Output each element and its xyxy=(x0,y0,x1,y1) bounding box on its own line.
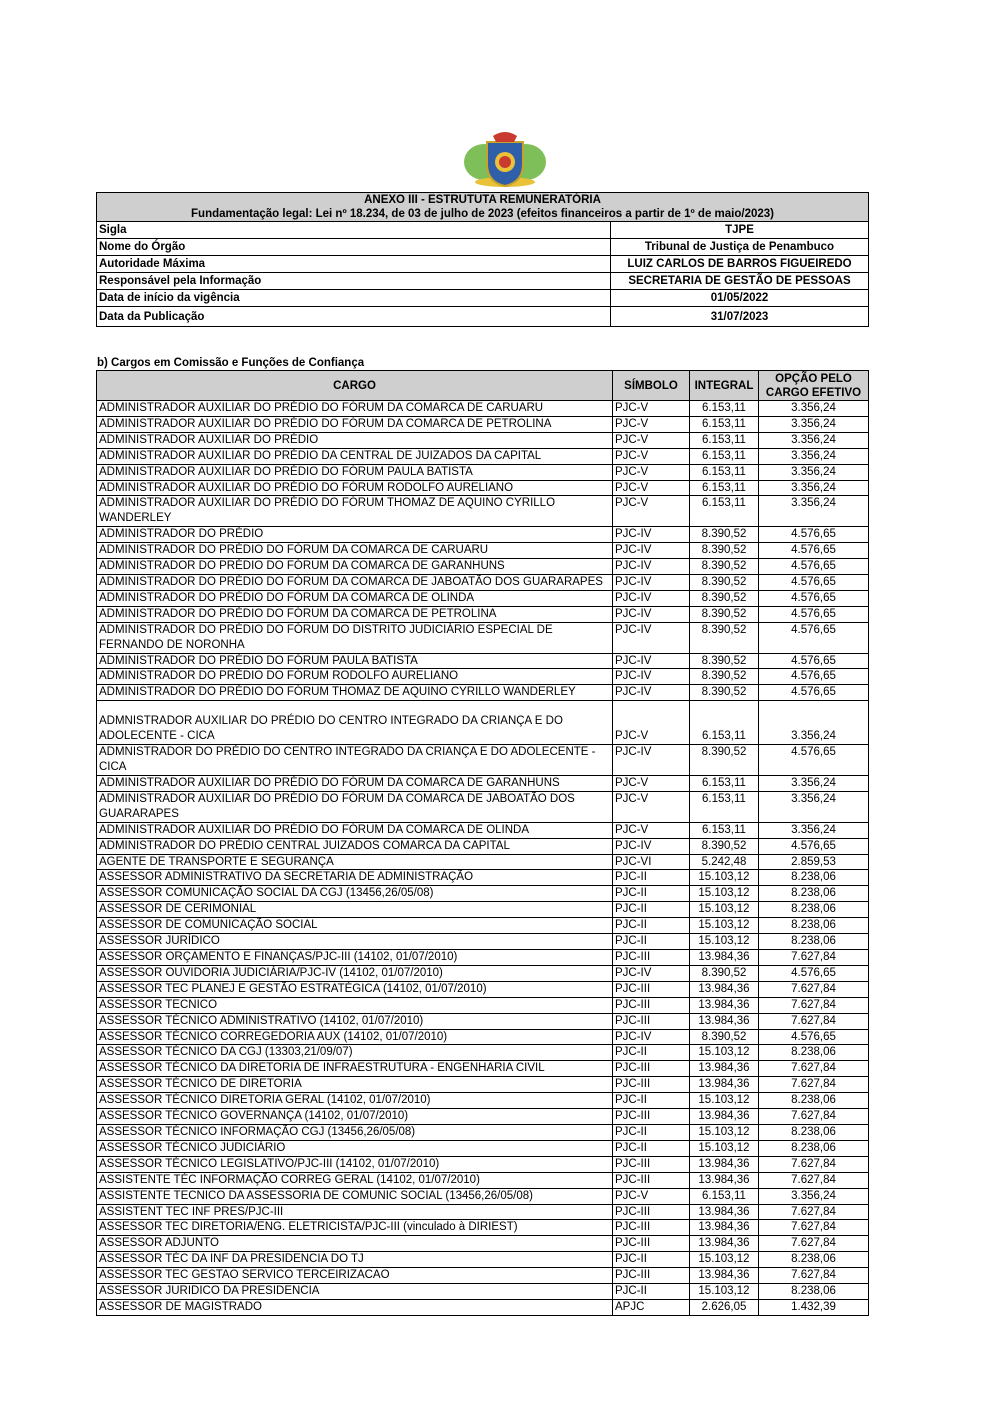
symbol-cell: PJC-III xyxy=(613,1013,690,1029)
symbol-cell: PJC-V xyxy=(613,480,690,496)
symbol-cell: PJC-IV xyxy=(613,669,690,685)
table-row xyxy=(97,669,869,685)
symbol-cell: PJC-II xyxy=(613,1252,690,1268)
option-cell: 8.238,06 xyxy=(759,1045,869,1061)
integral-cell: 6.153,11 xyxy=(690,464,759,480)
symbol-cell: PJC-III xyxy=(613,950,690,966)
cargo-cell: ASSESSOR DE MAGISTRADO xyxy=(97,1299,613,1315)
integral-cell: 8.390,52 xyxy=(690,527,759,543)
header-info-table xyxy=(96,192,869,327)
info-row xyxy=(97,222,869,239)
table-row xyxy=(97,1284,869,1300)
integral-cell: 13.984,36 xyxy=(690,1013,759,1029)
col-header-cargo: CARGO xyxy=(97,371,613,401)
cargo-cell: ASSESSOR TEC DIRETORIA/ENG. ELETRICISTA/PJC-III (vinculado à DIRIEST) xyxy=(97,1220,613,1236)
option-cell: 3.356,24 xyxy=(759,416,869,432)
integral-cell: 13.984,36 xyxy=(690,1268,759,1284)
symbol-cell: PJC-IV xyxy=(613,1029,690,1045)
symbol-cell: PJC-III xyxy=(613,1156,690,1172)
symbol-cell: PJC-III xyxy=(613,981,690,997)
symbol-cell: PJC-III xyxy=(613,997,690,1013)
integral-cell: 8.390,52 xyxy=(690,669,759,685)
integral-cell: 15.103,12 xyxy=(690,1124,759,1140)
option-cell: 4.576,65 xyxy=(759,590,869,606)
info-row xyxy=(97,290,869,307)
integral-cell: 6.153,11 xyxy=(690,822,759,838)
symbol-cell: PJC-II xyxy=(613,886,690,902)
info-row xyxy=(97,273,869,290)
cargo-cell: ASSESSOR TÉCNICO ADMINISTRATIVO (14102, 01/07/2010) xyxy=(97,1013,613,1029)
symbol-cell: PJC-II xyxy=(613,1045,690,1061)
info-value: SECRETARIA DE GESTÃO DE PESSOAS xyxy=(611,273,869,290)
cargo-cell: ASSESSOR TÉCNICO DA DIRETORIA DE INFRAESTRUTURA - ENGENHARIA CIVIL xyxy=(97,1061,613,1077)
integral-cell: 15.103,12 xyxy=(690,918,759,934)
info-row xyxy=(97,239,869,256)
cargo-cell: ADMNISTRADOR DO PRÉDIO DO CENTRO INTEGRADO DA CRIANÇA E DO ADOLECENTE - CICA xyxy=(97,745,613,776)
integral-cell: 6.153,11 xyxy=(690,791,759,822)
integral-cell: 15.103,12 xyxy=(690,870,759,886)
table-row xyxy=(97,1252,869,1268)
table-row xyxy=(97,745,869,776)
symbol-cell: PJC-IV xyxy=(613,745,690,776)
table-row xyxy=(97,791,869,822)
info-label: Data de início da vigência xyxy=(97,290,611,307)
table-row xyxy=(97,950,869,966)
symbol-cell: PJC-III xyxy=(613,1204,690,1220)
option-cell: 3.356,24 xyxy=(759,1188,869,1204)
cargo-cell: ADMINISTRADOR DO PRÉDIO DO FÓRUM RODOLFO AURELIANO xyxy=(97,669,613,685)
cargo-cell: ADMINISTRADOR AUXILIAR DO PRÉDIO DA CENTRAL DE JUIZADOS DA CAPITAL xyxy=(97,448,613,464)
info-label: Data da Publicação xyxy=(97,307,611,327)
option-cell: 4.576,65 xyxy=(759,543,869,559)
symbol-cell: PJC-III xyxy=(613,1172,690,1188)
integral-cell: 5.242,48 xyxy=(690,854,759,870)
symbol-cell: PJC-IV xyxy=(613,574,690,590)
symbol-cell: PJC-V xyxy=(613,822,690,838)
cargo-cell: ASSESSOR TEC PLANEJ E GESTÃO ESTRATÉGICA (14102, 01/07/2010) xyxy=(97,981,613,997)
option-cell: 7.627,84 xyxy=(759,1077,869,1093)
table-row xyxy=(97,886,869,902)
symbol-cell: PJC-V xyxy=(613,701,690,745)
cargo-cell: ASSESSOR TÉC DA INF DA PRESIDENCIA DO TJ xyxy=(97,1252,613,1268)
section-title: b) Cargos em Comissão e Funções de Confiança xyxy=(97,357,365,369)
symbol-cell: PJC-IV xyxy=(613,622,690,653)
option-cell: 7.627,84 xyxy=(759,1156,869,1172)
table-row xyxy=(97,1156,869,1172)
symbol-cell: PJC-III xyxy=(613,1109,690,1125)
cargo-cell: ASSESSOR OUVIDORIA JUDICIÁRIA/PJC-IV (14102, 01/07/2010) xyxy=(97,965,613,981)
option-cell: 4.576,65 xyxy=(759,1029,869,1045)
option-cell: 8.238,06 xyxy=(759,1124,869,1140)
cargo-cell: ASSESSOR TEC GESTAO SERVICO TERCEIRIZACAO xyxy=(97,1268,613,1284)
option-cell: 4.576,65 xyxy=(759,606,869,622)
table-row xyxy=(97,918,869,934)
option-cell: 4.576,65 xyxy=(759,685,869,701)
table-row xyxy=(97,870,869,886)
cargo-cell: ADMINISTRADOR AUXILIAR DO PRÉDIO DO FÓRUM RODOLFO AURELIANO xyxy=(97,480,613,496)
annex-title: ANEXO III - ESTRUTUTA REMUNERATÓRIA xyxy=(97,193,869,208)
symbol-cell: PJC-VI xyxy=(613,854,690,870)
integral-cell: 15.103,12 xyxy=(690,1093,759,1109)
cargo-cell: ADMINISTRADOR AUXILIAR DO PRÉDIO DO FÓRUM DA COMARCA DE CARUARU xyxy=(97,401,613,417)
table-row xyxy=(97,432,869,448)
legal-basis: Fundamentação legal: Lei nº 18.234, de 03 de julho de 2023 (efeitos financeiros a partir de 1º de maio/2023) xyxy=(97,207,869,222)
symbol-cell: PJC-II xyxy=(613,1140,690,1156)
symbol-cell: PJC-V xyxy=(613,791,690,822)
table-row xyxy=(97,1077,869,1093)
integral-cell: 8.390,52 xyxy=(690,543,759,559)
table-row xyxy=(97,776,869,792)
option-cell: 4.576,65 xyxy=(759,622,869,653)
cargo-cell: ASSESSOR TÉCNICO DA CGJ (13303,21/09/07) xyxy=(97,1045,613,1061)
table-row xyxy=(97,1140,869,1156)
cargo-cell: ADMINISTRADOR AUXILIAR DO PRÉDIO DO FÓRUM DA COMARCA DE PETROLINA xyxy=(97,416,613,432)
table-row xyxy=(97,401,869,417)
symbol-cell: PJC-II xyxy=(613,918,690,934)
option-cell: 8.238,06 xyxy=(759,902,869,918)
table-row xyxy=(97,965,869,981)
option-cell: 4.576,65 xyxy=(759,838,869,854)
table-row xyxy=(97,480,869,496)
cargo-cell: ADMINISTRADOR DO PRÉDIO DO FÓRUM DA COMARCA DE OLINDA xyxy=(97,590,613,606)
cargo-cell: ASSESSOR ADJUNTO xyxy=(97,1236,613,1252)
symbol-cell: PJC-IV xyxy=(613,965,690,981)
table-row xyxy=(97,543,869,559)
option-cell: 4.576,65 xyxy=(759,527,869,543)
integral-cell: 6.153,11 xyxy=(690,432,759,448)
symbol-cell: PJC-IV xyxy=(613,559,690,575)
integral-cell: 8.390,52 xyxy=(690,965,759,981)
cargo-cell: ASSESSOR COMUNICAÇÃO SOCIAL DA CGJ (13456,26/05/08) xyxy=(97,886,613,902)
table-row xyxy=(97,416,869,432)
table-row xyxy=(97,464,869,480)
integral-cell: 15.103,12 xyxy=(690,1284,759,1300)
option-cell: 3.356,24 xyxy=(759,464,869,480)
option-cell: 7.627,84 xyxy=(759,1172,869,1188)
symbol-cell: PJC-IV xyxy=(613,527,690,543)
integral-cell: 6.153,11 xyxy=(690,701,759,745)
cargo-cell: ADMINISTRADOR DO PRÉDIO DO FÓRUM THOMAZ DE AQUINO CYRILLO WANDERLEY xyxy=(97,685,613,701)
option-cell: 7.627,84 xyxy=(759,981,869,997)
info-value: Tribunal de Justiça de Penambuco xyxy=(611,239,869,256)
option-cell: 3.356,24 xyxy=(759,791,869,822)
table-row xyxy=(97,590,869,606)
integral-cell: 8.390,52 xyxy=(690,559,759,575)
cargo-cell: ASSESSOR TÉCNICO LEGISLATIVO/PJC-III (14102, 01/07/2010) xyxy=(97,1156,613,1172)
cargo-cell: ASSESSOR TÉCNICO DE DIRETORIA xyxy=(97,1077,613,1093)
info-label: Responsável pela Informação xyxy=(97,273,611,290)
integral-cell: 8.390,52 xyxy=(690,590,759,606)
option-cell: 8.238,06 xyxy=(759,870,869,886)
integral-cell: 13.984,36 xyxy=(690,1061,759,1077)
table-row xyxy=(97,934,869,950)
symbol-cell: PJC-II xyxy=(613,1284,690,1300)
table-row xyxy=(97,997,869,1013)
option-cell: 8.238,06 xyxy=(759,1140,869,1156)
symbol-cell: PJC-IV xyxy=(613,590,690,606)
integral-cell: 13.984,36 xyxy=(690,1220,759,1236)
integral-cell: 15.103,12 xyxy=(690,902,759,918)
info-label: Sigla xyxy=(97,222,611,239)
option-cell: 3.356,24 xyxy=(759,480,869,496)
symbol-cell: PJC-V xyxy=(613,448,690,464)
table-row xyxy=(97,1188,869,1204)
integral-cell: 8.390,52 xyxy=(690,653,759,669)
symbol-cell: PJC-II xyxy=(613,870,690,886)
cargo-cell: ASSESSOR DE CERIMONIAL xyxy=(97,902,613,918)
option-cell: 2.859,53 xyxy=(759,854,869,870)
symbol-cell: PJC-V xyxy=(613,432,690,448)
symbol-cell: PJC-III xyxy=(613,1236,690,1252)
option-cell: 8.238,06 xyxy=(759,1284,869,1300)
option-cell: 8.238,06 xyxy=(759,1093,869,1109)
option-cell: 7.627,84 xyxy=(759,997,869,1013)
option-cell: 1.432,39 xyxy=(759,1299,869,1315)
symbol-cell: PJC-II xyxy=(613,1093,690,1109)
col-header-opcao: OPÇÃO PELO CARGO EFETIVO xyxy=(759,371,869,401)
option-cell: 3.356,24 xyxy=(759,432,869,448)
symbol-cell: PJC-IV xyxy=(613,653,690,669)
table-row xyxy=(97,1220,869,1236)
symbol-cell: PJC-II xyxy=(613,934,690,950)
option-cell: 7.627,84 xyxy=(759,950,869,966)
symbol-cell: APJC xyxy=(613,1299,690,1315)
symbol-cell: PJC-IV xyxy=(613,606,690,622)
integral-cell: 13.984,36 xyxy=(690,1156,759,1172)
table-row xyxy=(97,685,869,701)
cargo-cell: ADMINISTRADOR DO PRÉDIO CENTRAL JUIZADOS COMARCA DA CAPITAL xyxy=(97,838,613,854)
option-cell: 4.576,65 xyxy=(759,653,869,669)
integral-cell: 8.390,52 xyxy=(690,1029,759,1045)
cargo-cell: ASSESSOR DE COMUNICAÇÃO SOCIAL xyxy=(97,918,613,934)
cargo-cell: ADMINISTRADOR AUXILIAR DO PRÉDIO DO FÓRUM DA COMARCA DE OLINDA xyxy=(97,822,613,838)
symbol-cell: PJC-II xyxy=(613,902,690,918)
integral-cell: 13.984,36 xyxy=(690,1172,759,1188)
col-header-integral: INTEGRAL xyxy=(690,371,759,401)
option-cell: 8.238,06 xyxy=(759,918,869,934)
table-row xyxy=(97,1172,869,1188)
table-row xyxy=(97,574,869,590)
integral-cell: 2.626,05 xyxy=(690,1299,759,1315)
integral-cell: 6.153,11 xyxy=(690,496,759,527)
info-row xyxy=(97,256,869,273)
symbol-cell: PJC-IV xyxy=(613,543,690,559)
integral-cell: 13.984,36 xyxy=(690,1204,759,1220)
cargo-cell: ASSESSOR JURIDICO DA PRESIDENCIA xyxy=(97,1284,613,1300)
cargo-cell: ADMINISTRADOR DO PRÉDIO DO FÓRUM DO DISTRITO JUDICIÁRIO ESPECIAL DE FERNANDO DE NORONHA xyxy=(97,622,613,653)
symbol-cell: PJC-III xyxy=(613,1268,690,1284)
symbol-cell: PJC-III xyxy=(613,1077,690,1093)
integral-cell: 13.984,36 xyxy=(690,1077,759,1093)
cargo-cell: ADMNISTRADOR AUXILIAR DO PRÉDIO DO CENTRO INTEGRADO DA CRIANÇA E DO ADOLECENTE - CICA xyxy=(97,701,613,745)
integral-cell: 8.390,52 xyxy=(690,838,759,854)
option-cell: 4.576,65 xyxy=(759,745,869,776)
cargo-cell: ASSESSOR ORÇAMENTO E FINANÇAS/PJC-III (14102, 01/07/2010) xyxy=(97,950,613,966)
option-cell: 7.627,84 xyxy=(759,1109,869,1125)
table-row xyxy=(97,1109,869,1125)
table-row xyxy=(97,527,869,543)
cargo-cell: AGENTE DE TRANSPORTE E SEGURANÇA xyxy=(97,854,613,870)
symbol-cell: PJC-IV xyxy=(613,838,690,854)
info-label: Autoridade Máxima xyxy=(97,256,611,273)
option-cell: 8.238,06 xyxy=(759,934,869,950)
integral-cell: 15.103,12 xyxy=(690,1045,759,1061)
cargo-cell: ADMINISTRADOR AUXILIAR DO PRÉDIO DO FÓRUM DA COMARCA DE JABOATÃO DOS GUARARAPES xyxy=(97,791,613,822)
info-value: 01/05/2022 xyxy=(611,290,869,307)
table-row xyxy=(97,1124,869,1140)
table-row xyxy=(97,1236,869,1252)
integral-cell: 15.103,12 xyxy=(690,934,759,950)
cargo-cell: ASSESSOR TÉCNICO JUDICIÁRIO xyxy=(97,1140,613,1156)
integral-cell: 8.390,52 xyxy=(690,745,759,776)
integral-cell: 13.984,36 xyxy=(690,1236,759,1252)
table-row xyxy=(97,1013,869,1029)
option-cell: 3.356,24 xyxy=(759,822,869,838)
table-row xyxy=(97,838,869,854)
cargo-cell: ADMINISTRADOR DO PRÉDIO DO FÓRUM DA COMARCA DE JABOATÃO DOS GUARARAPES xyxy=(97,574,613,590)
option-cell: 4.576,65 xyxy=(759,965,869,981)
cargo-cell: ASSISTENTE TÉC INFORMAÇÃO CORREG GERAL (14102, 01/07/2010) xyxy=(97,1172,613,1188)
table-row xyxy=(97,622,869,653)
table-row xyxy=(97,448,869,464)
coat-of-arms-logo xyxy=(462,130,548,188)
table-row xyxy=(97,1061,869,1077)
symbol-cell: PJC-V xyxy=(613,416,690,432)
integral-cell: 15.103,12 xyxy=(690,1252,759,1268)
integral-cell: 6.153,11 xyxy=(690,401,759,417)
table-row xyxy=(97,902,869,918)
cargo-cell: ADMINISTRADOR DO PRÉDIO xyxy=(97,527,613,543)
option-cell: 8.238,06 xyxy=(759,886,869,902)
cargo-cell: ASSESSOR TÉCNICO CORREGEDORIA AUX (14102, 01/07/2010) xyxy=(97,1029,613,1045)
table-row xyxy=(97,1299,869,1315)
cargo-cell: ADMINISTRADOR AUXILIAR DO PRÉDIO DO FÓRUM DA COMARCA DE GARANHUNS xyxy=(97,776,613,792)
cargo-cell: ASSESSOR TECNICO xyxy=(97,997,613,1013)
option-cell: 3.356,24 xyxy=(759,776,869,792)
table-row xyxy=(97,653,869,669)
option-cell: 8.238,06 xyxy=(759,1252,869,1268)
cargo-cell: ADMINISTRADOR DO PRÉDIO DO FÓRUM DA COMARCA DE PETROLINA xyxy=(97,606,613,622)
table-row xyxy=(97,701,869,745)
symbol-cell: PJC-IV xyxy=(613,685,690,701)
integral-cell: 8.390,52 xyxy=(690,622,759,653)
option-cell: 4.576,65 xyxy=(759,559,869,575)
cargo-cell: ASSISTENTE TECNICO DA ASSESSORIA DE COMUNIC SOCIAL (13456,26/05/08) xyxy=(97,1188,613,1204)
integral-cell: 8.390,52 xyxy=(690,606,759,622)
table-row xyxy=(97,1093,869,1109)
info-value: LUIZ CARLOS DE BARROS FIGUEIREDO xyxy=(611,256,869,273)
cargo-cell: ADMINISTRADOR DO PRÉDIO DO FÓRUM DA COMARCA DE CARUARU xyxy=(97,543,613,559)
table-row xyxy=(97,822,869,838)
table-row xyxy=(97,1204,869,1220)
cargo-cell: ASSESSOR JURÍDICO xyxy=(97,934,613,950)
integral-cell: 6.153,11 xyxy=(690,480,759,496)
table-row xyxy=(97,981,869,997)
cargo-cell: ASSESSOR ADMINISTRATIVO DA SECRETARIA DE ADMINISTRAÇÃO xyxy=(97,870,613,886)
info-label: Nome do Órgão xyxy=(97,239,611,256)
integral-cell: 13.984,36 xyxy=(690,997,759,1013)
symbol-cell: PJC-V xyxy=(613,776,690,792)
cargo-cell: ADMINISTRADOR AUXILIAR DO PRÉDIO DO FÓRUM THOMAZ DE AQUINO CYRILLO WANDERLEY xyxy=(97,496,613,527)
cargo-cell: ADMINISTRADOR DO PRÉDIO DO FÓRUM PAULA BATISTA xyxy=(97,653,613,669)
table-row xyxy=(97,559,869,575)
info-value: 31/07/2023 xyxy=(611,307,869,327)
table-row xyxy=(97,606,869,622)
option-cell: 3.356,24 xyxy=(759,701,869,745)
cargo-cell: ADMINISTRADOR AUXILIAR DO PRÉDIO DO FÓRUM PAULA BATISTA xyxy=(97,464,613,480)
cargo-cell: ASSESSOR TÉCNICO INFORMAÇÃO CGJ (13456,26/05/08) xyxy=(97,1124,613,1140)
symbol-cell: PJC-III xyxy=(613,1061,690,1077)
table-row xyxy=(97,854,869,870)
cargo-cell: ADMINISTRADOR DO PRÉDIO DO FÓRUM DA COMARCA DE GARANHUNS xyxy=(97,559,613,575)
option-cell: 4.576,65 xyxy=(759,669,869,685)
integral-cell: 15.103,12 xyxy=(690,1140,759,1156)
cargo-cell: ASSESSOR TÉCNICO DIRETORIA GERAL (14102, 01/07/2010) xyxy=(97,1093,613,1109)
option-cell: 3.356,24 xyxy=(759,448,869,464)
option-cell: 4.576,65 xyxy=(759,574,869,590)
integral-cell: 8.390,52 xyxy=(690,574,759,590)
integral-cell: 6.153,11 xyxy=(690,1188,759,1204)
table-row xyxy=(97,1045,869,1061)
symbol-cell: PJC-V xyxy=(613,401,690,417)
integral-cell: 6.153,11 xyxy=(690,416,759,432)
option-cell: 3.356,24 xyxy=(759,401,869,417)
option-cell: 7.627,84 xyxy=(759,1204,869,1220)
integral-cell: 15.103,12 xyxy=(690,886,759,902)
info-value: TJPE xyxy=(611,222,869,239)
integral-cell: 13.984,36 xyxy=(690,1109,759,1125)
option-cell: 7.627,84 xyxy=(759,1236,869,1252)
table-row xyxy=(97,496,869,527)
symbol-cell: PJC-II xyxy=(613,1124,690,1140)
symbol-cell: PJC-III xyxy=(613,1220,690,1236)
symbol-cell: PJC-V xyxy=(613,1188,690,1204)
integral-cell: 6.153,11 xyxy=(690,776,759,792)
positions-table xyxy=(96,370,869,1316)
symbol-cell: PJC-V xyxy=(613,496,690,527)
cargo-cell: ASSISTENT TEC INF PRES/PJC-III xyxy=(97,1204,613,1220)
integral-cell: 13.984,36 xyxy=(690,981,759,997)
cargo-cell: ADMINISTRADOR AUXILIAR DO PRÉDIO xyxy=(97,432,613,448)
symbol-cell: PJC-V xyxy=(613,464,690,480)
option-cell: 7.627,84 xyxy=(759,1220,869,1236)
integral-cell: 8.390,52 xyxy=(690,685,759,701)
col-header-simbolo: SÍMBOLO xyxy=(613,371,690,401)
integral-cell: 13.984,36 xyxy=(690,950,759,966)
info-row xyxy=(97,307,869,327)
integral-cell: 6.153,11 xyxy=(690,448,759,464)
option-cell: 7.627,84 xyxy=(759,1061,869,1077)
option-cell: 3.356,24 xyxy=(759,496,869,527)
option-cell: 7.627,84 xyxy=(759,1268,869,1284)
cargo-cell: ASSESSOR TÉCNICO GOVERNANÇA (14102, 01/07/2010) xyxy=(97,1109,613,1125)
table-row xyxy=(97,1029,869,1045)
option-cell: 7.627,84 xyxy=(759,1013,869,1029)
table-row xyxy=(97,1268,869,1284)
